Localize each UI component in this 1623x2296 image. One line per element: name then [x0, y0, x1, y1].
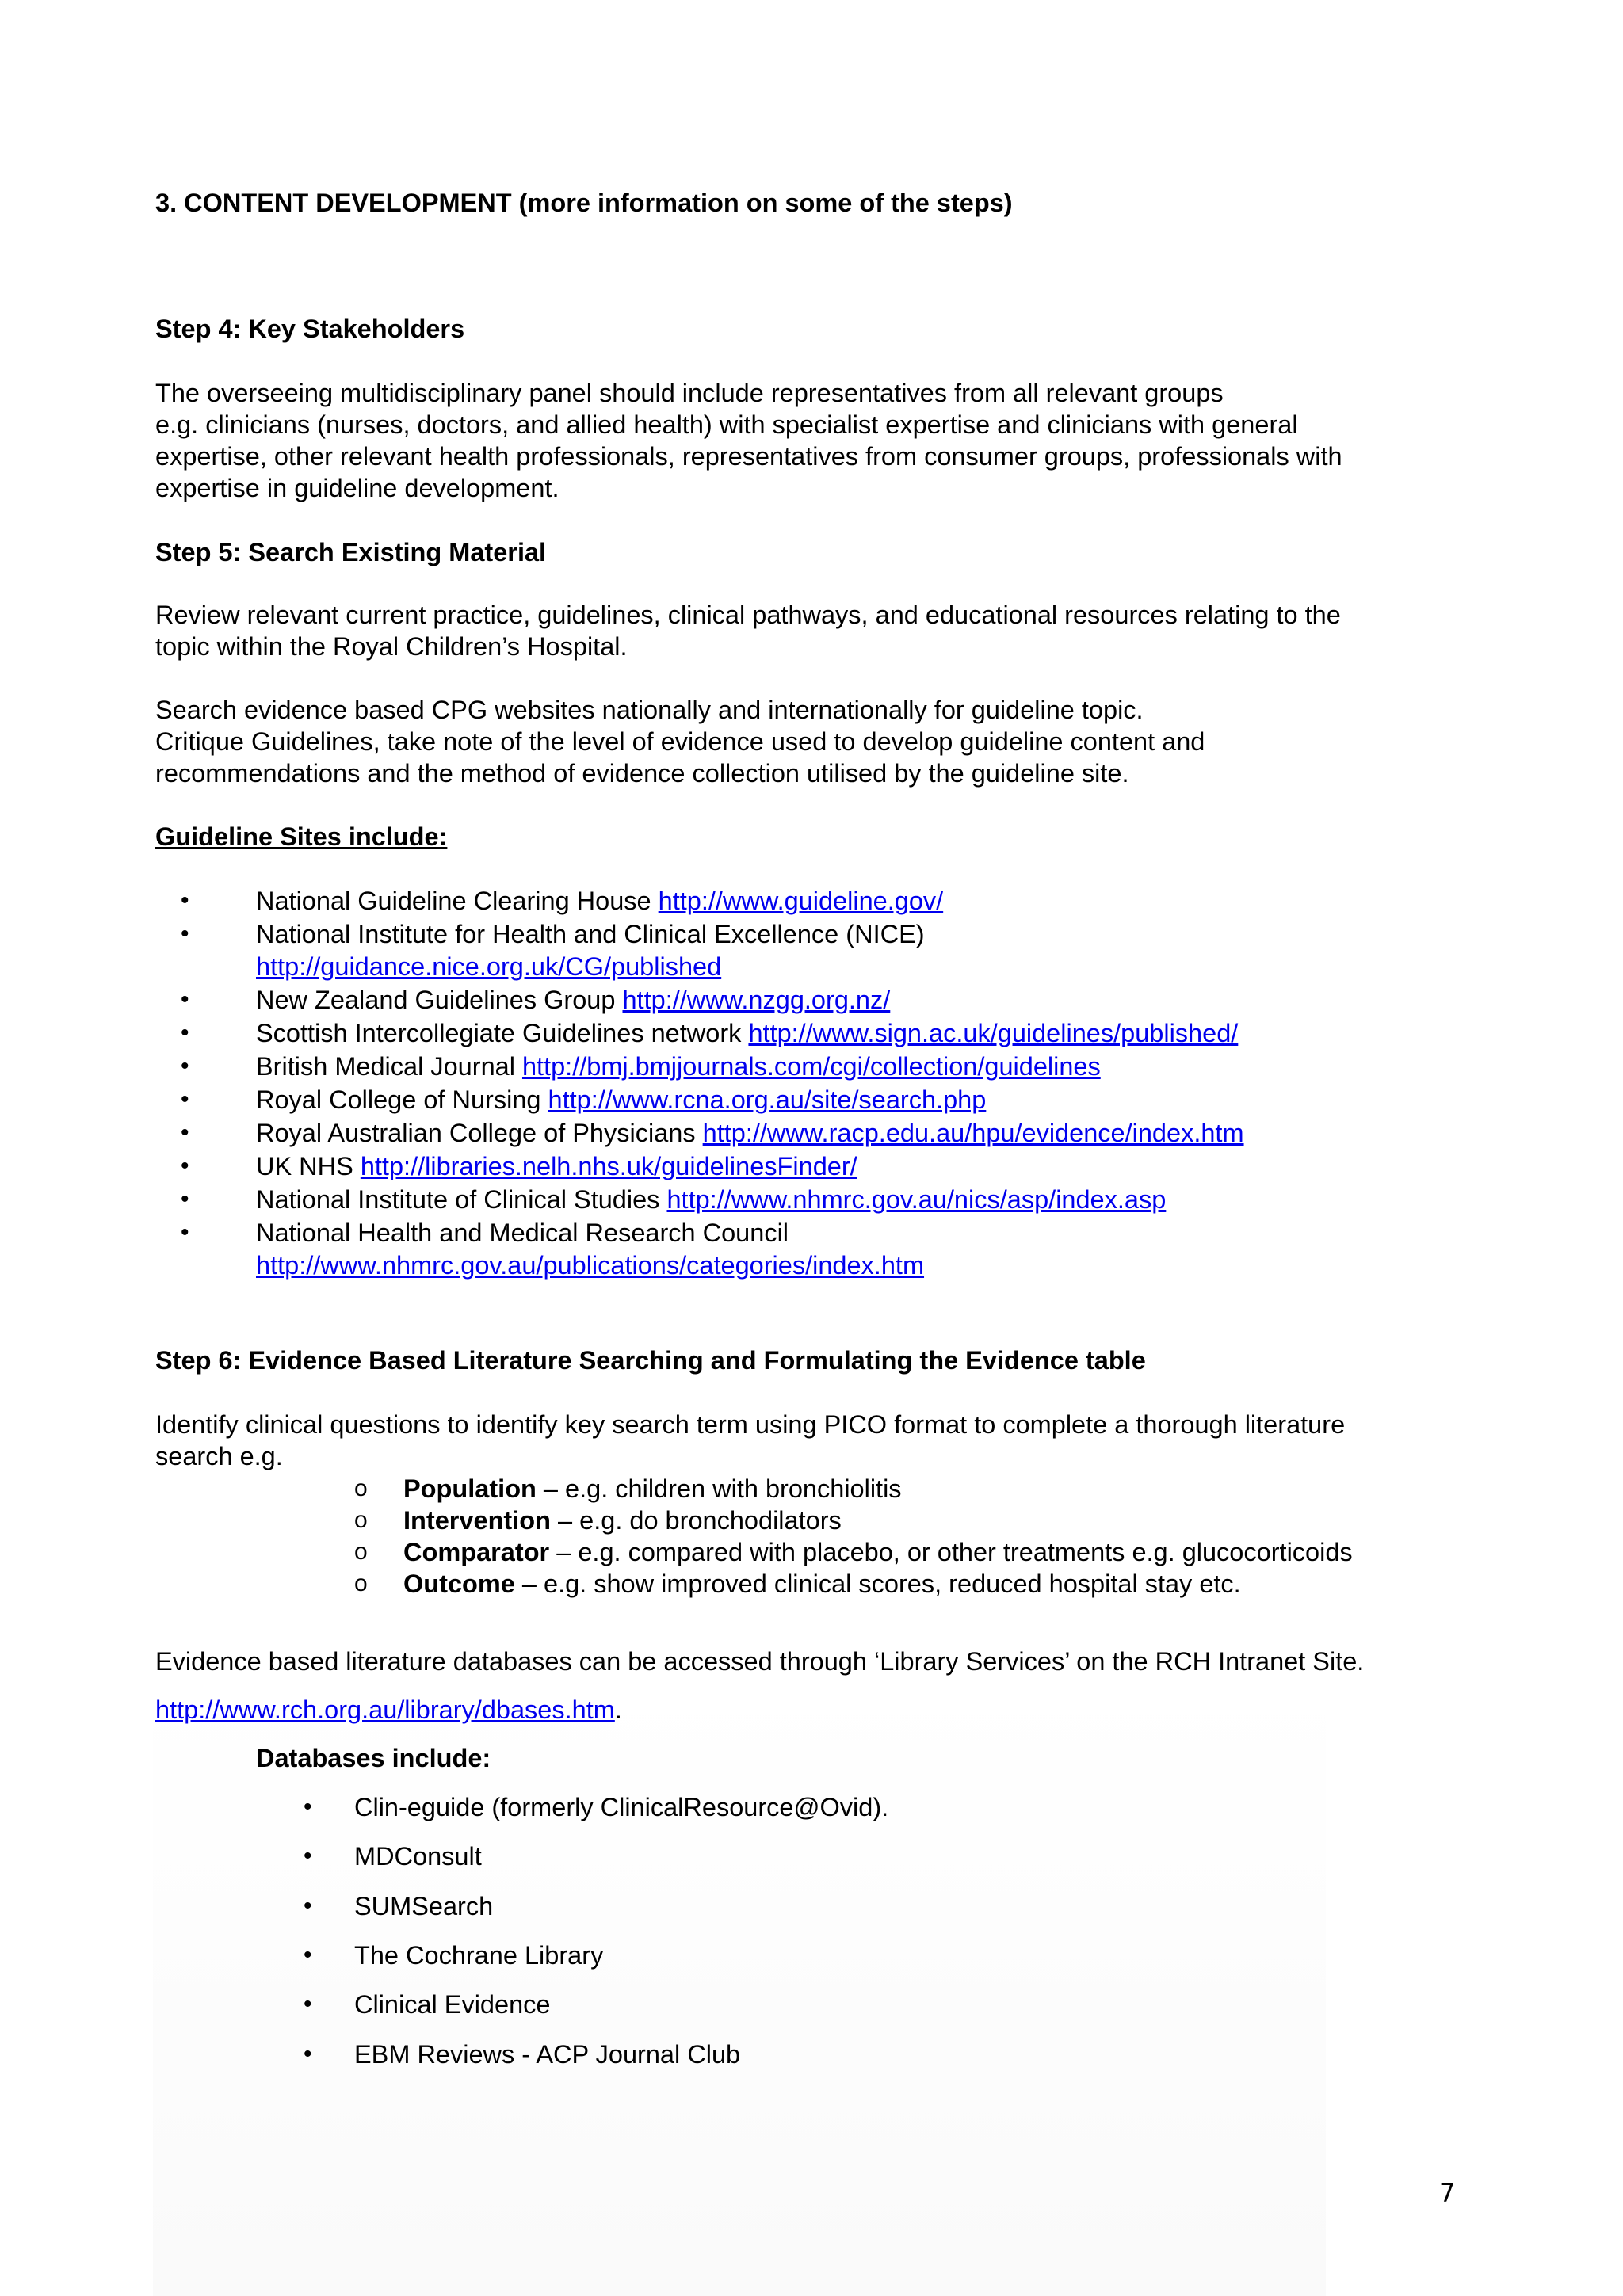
database-item: MDConsult	[354, 1842, 482, 1871]
bullet: •	[181, 1186, 189, 1212]
bullet: •	[181, 921, 189, 947]
site-link[interactable]: http://bmj.bmjjournals.com/cgi/collection/guidelines	[521, 1052, 1101, 1081]
pico-item	[403, 1473, 902, 1505]
list-item	[256, 1084, 986, 1116]
database-item: The Cochrane Library	[354, 1941, 604, 1970]
site-name: Royal Australian College of Physicians	[256, 1119, 703, 1147]
step4-heading: Step 4: Key Stakeholders	[155, 315, 465, 343]
step4-line: expertise, other relevant health professionals, representatives from consumer groups, professionals with	[155, 442, 1342, 471]
site-link[interactable]: http://www.nhmrc.gov.au/publications/categories/index.htm	[256, 1251, 925, 1280]
step5-para2-line: Critique Guidelines, take note of the level of evidence used to develop guideline content and	[155, 727, 1205, 756]
step5-para1-line: topic within the Royal Children’s Hospital.	[155, 632, 628, 661]
database-item: EBM Reviews - ACP Journal Club	[354, 2040, 741, 2069]
list-item-continuation	[256, 1249, 924, 1281]
pico-term: Population	[403, 1474, 537, 1503]
site-link[interactable]: http://www.nhmrc.gov.au/nics/asp/index.asp	[666, 1185, 1167, 1214]
bullet: •	[304, 1893, 312, 1919]
bullet: •	[304, 1942, 312, 1968]
list-item	[256, 1150, 857, 1182]
list-item	[256, 1017, 1238, 1049]
database-item: Clin-eguide (formerly ClinicalResource@Ovid).	[354, 1793, 889, 1821]
bullet: •	[304, 1991, 312, 2017]
pico-term: Outcome	[403, 1569, 515, 1598]
site-link[interactable]: http://www.sign.ac.uk/guidelines/published/	[748, 1019, 1239, 1047]
site-name: National Institute for Health and Clinical Excellence (NICE)	[256, 920, 925, 948]
pico-bullet: o	[354, 1475, 368, 1501]
site-name: Scottish Intercollegiate Guidelines network	[256, 1019, 749, 1047]
bullet: •	[181, 1086, 189, 1112]
page-number: 7	[1439, 2178, 1456, 2208]
bullet: •	[304, 2041, 312, 2067]
site-link[interactable]: http://www.racp.edu.au/hpu/evidence/index.htm	[702, 1119, 1244, 1147]
database-item: SUMSearch	[354, 1892, 494, 1920]
databases-link-suffix: .	[614, 1695, 622, 1724]
site-link[interactable]: http://www.nzgg.org.nz/	[622, 986, 891, 1014]
step5-heading: Step 5: Search Existing Material	[155, 538, 547, 566]
pico-item	[403, 1505, 842, 1536]
bullet: •	[181, 1020, 189, 1046]
list-item	[256, 918, 925, 950]
pico-bullet: o	[354, 1507, 368, 1533]
site-name: National Institute of Clinical Studies	[256, 1185, 667, 1214]
site-link[interactable]: http://www.guideline.gov/	[658, 887, 944, 915]
bullet: •	[181, 1153, 189, 1179]
step6-heading: Step 6: Evidence Based Literature Searching and Formulating the Evidence table	[155, 1346, 1146, 1375]
list-item	[256, 1217, 789, 1249]
pico-desc: – e.g. compared with placebo, or other treatments e.g. glucocorticoids	[549, 1538, 1353, 1566]
bullet: •	[181, 1053, 189, 1079]
list-item-continuation	[256, 951, 721, 982]
site-name: UK NHS	[256, 1152, 361, 1180]
bullet: •	[304, 1843, 312, 1869]
step6-intro-line: search e.g.	[155, 1442, 283, 1470]
pico-term: Intervention	[403, 1506, 551, 1535]
list-item	[256, 1184, 1166, 1215]
bullet: •	[181, 986, 189, 1013]
step5-para2-line: recommendations and the method of evidence collection utilised by the guideline site.	[155, 759, 1129, 788]
site-link[interactable]: http://www.rcna.org.au/site/search.php	[548, 1085, 987, 1114]
guideline-sites-heading: Guideline Sites include:	[155, 822, 448, 851]
databases-link-line	[155, 1694, 622, 1726]
pico-item	[403, 1568, 1241, 1600]
site-name: British Medical Journal	[256, 1052, 522, 1081]
list-item	[256, 984, 890, 1016]
bullet: •	[181, 1119, 189, 1146]
list-item	[256, 1051, 1101, 1082]
section-heading: 3. CONTENT DEVELOPMENT (more information on some of the steps)	[155, 189, 1013, 217]
step4-line: e.g. clinicians (nurses, doctors, and allied health) with specialist expertise and clinicians with general	[155, 410, 1298, 439]
pico-term: Comparator	[403, 1538, 550, 1566]
site-name: Royal College of Nursing	[256, 1085, 548, 1114]
pico-bullet: o	[354, 1570, 368, 1596]
databases-access-text: Evidence based literature databases can be accessed through ‘Library Services’ on the RCH Intranet Site.	[155, 1647, 1365, 1676]
list-item	[256, 885, 943, 917]
pico-desc: – e.g. show improved clinical scores, reduced hospital stay etc.	[514, 1569, 1241, 1598]
step5-para1-line: Review relevant current practice, guidelines, clinical pathways, and educational resources relating to the	[155, 601, 1341, 629]
databases-link[interactable]: http://www.rch.org.au/library/dbases.htm	[155, 1695, 615, 1724]
list-item	[256, 1117, 1244, 1149]
step4-line: The overseeing multidisciplinary panel should include representatives from all relevant groups	[155, 379, 1224, 407]
step5-para2-line: Search evidence based CPG websites nationally and internationally for guideline topic.	[155, 696, 1144, 724]
site-link[interactable]: http://libraries.nelh.nhs.uk/guidelinesFinder/	[360, 1152, 857, 1180]
pico-desc: – e.g. children with bronchiolitis	[536, 1474, 902, 1503]
site-name: New Zealand Guidelines Group	[256, 986, 623, 1014]
database-item: Clinical Evidence	[354, 1990, 551, 2019]
bullet: •	[304, 1794, 312, 1820]
pico-desc: – e.g. do bronchodilators	[551, 1506, 842, 1535]
site-name: National Health and Medical Research Council	[256, 1219, 789, 1247]
pico-item	[403, 1536, 1353, 1568]
site-link[interactable]: http://guidance.nice.org.uk/CG/published	[256, 952, 722, 981]
pico-bullet: o	[354, 1539, 368, 1565]
bullet: •	[181, 887, 189, 913]
databases-heading: Databases include:	[256, 1744, 491, 1772]
step4-line: expertise in guideline development.	[155, 474, 559, 502]
step6-intro-line: Identify clinical questions to identify key search term using PICO format to complete a thorough literature	[155, 1410, 1346, 1439]
bullet: •	[181, 1219, 189, 1245]
site-name: National Guideline Clearing House	[256, 887, 659, 915]
